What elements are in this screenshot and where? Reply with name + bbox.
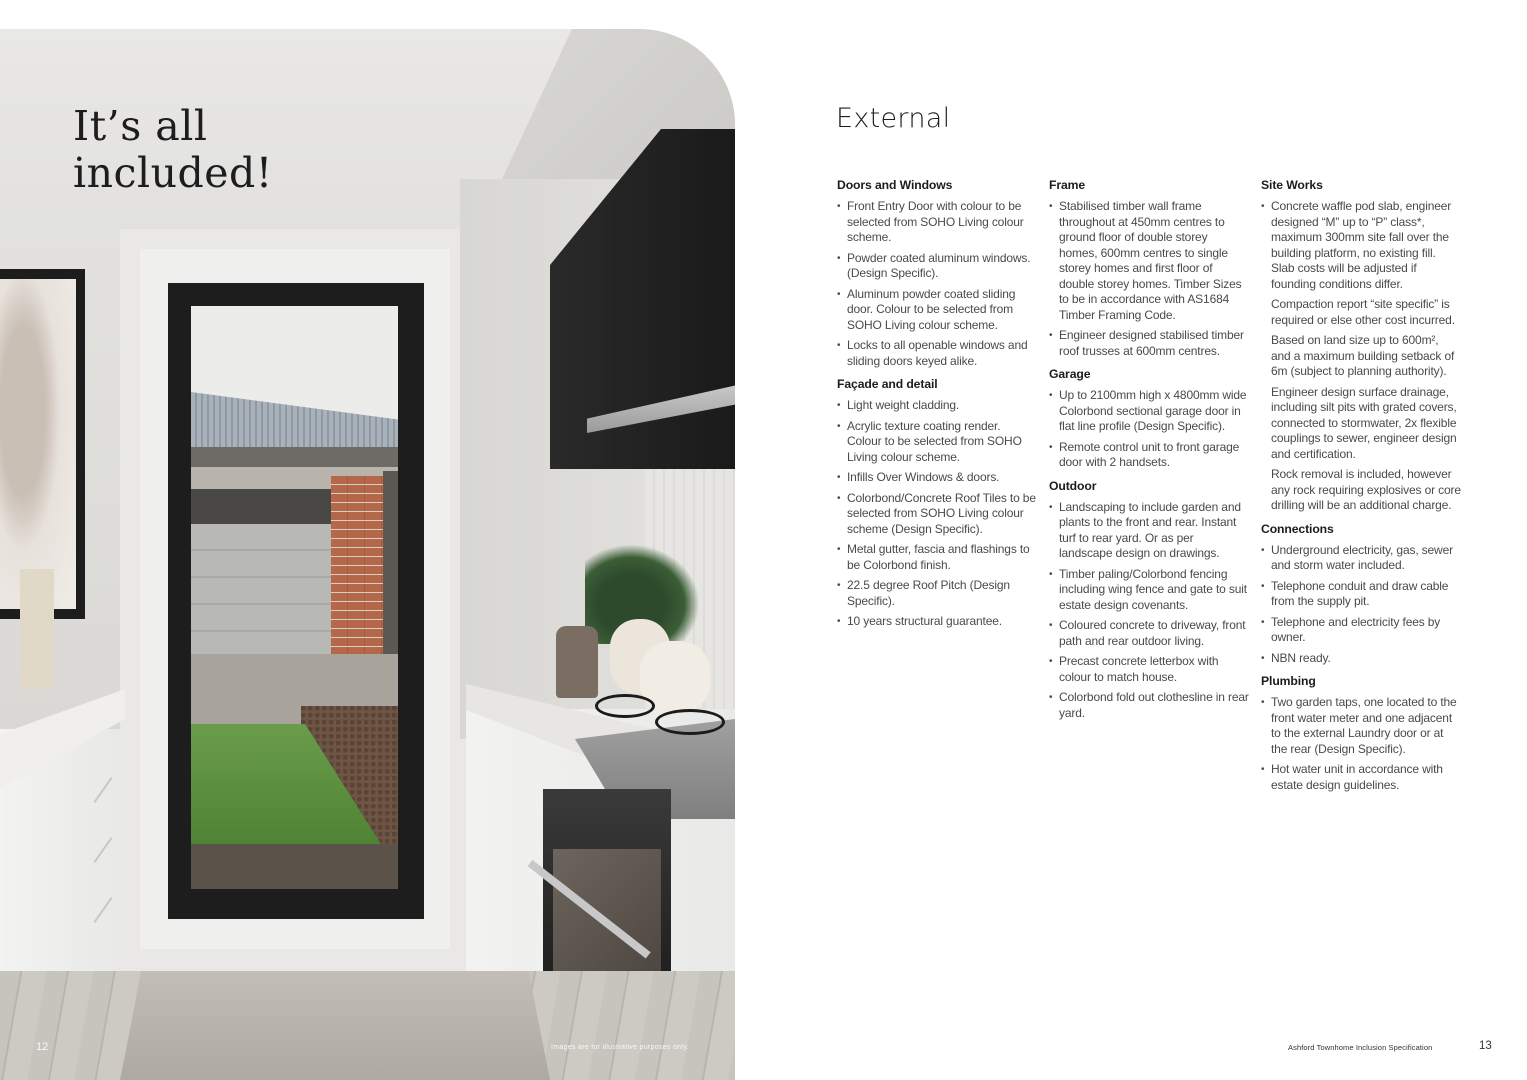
photo-drawer-handle xyxy=(94,837,113,863)
spec-item: • Aluminum powder coated sliding door. Colour to be selected from SOHO Living colour scheme. xyxy=(837,287,1037,334)
hero-title-line-2: included! xyxy=(73,149,273,197)
spec-item: • Stabilised timber wall frame throughout at 450mm centres to ground floor of double storey homes, 600mm centres to single storey homes and first floor of double storey homes. Timber Sizes to be in accordance with AS1684 Timber Framing Code. xyxy=(1049,199,1249,323)
spec-list xyxy=(837,199,1037,369)
photo-pavers xyxy=(191,844,398,889)
spec-group-site-works xyxy=(1261,178,1461,514)
spec-group-garage xyxy=(1049,367,1249,471)
spec-item: • Powder coated aluminum windows. (Design Specific). xyxy=(837,251,1037,282)
spec-list xyxy=(1049,500,1249,722)
spec-item: • Locks to all openable windows and sliding doors keyed alike. xyxy=(837,338,1037,369)
spec-list xyxy=(837,398,1037,630)
spec-item: • Remote control unit to front garage door with 2 handsets. xyxy=(1049,440,1249,471)
photo-floor-shadow xyxy=(120,971,550,1080)
spec-item: • Infills Over Windows & doors. xyxy=(837,470,1037,486)
section-title: External xyxy=(836,103,951,134)
spec-item: • Front Entry Door with colour to be selected from SOHO Living colour scheme. xyxy=(837,199,1037,246)
footer-document-title: Ashford Townhome Inclusion Specification xyxy=(1288,1043,1433,1052)
spec-item: • Acrylic texture coating render. Colour to be selected from SOHO Living colour scheme. xyxy=(837,419,1037,466)
spec-list xyxy=(1261,543,1461,667)
photo-garage-door xyxy=(191,524,331,654)
spec-group-title: Façade and detail xyxy=(837,377,938,391)
spec-item-continuation: Based on land size up to 600m², and a maximum building setback of 6m (subject to planning authority). xyxy=(1271,333,1455,378)
spec-item: • Two garden taps, one located to the front water meter and one adjacent to the external Laundry door or at the rear (Design Specific). xyxy=(1261,695,1461,757)
spec-item: • Timber paling/Colorbond fencing including wing fence and gate to suit estate design covenants. xyxy=(1049,567,1249,614)
photo-garage-header xyxy=(191,489,331,524)
photo-burner-trivet xyxy=(655,709,725,735)
spec-item: • 22.5 degree Roof Pitch (Design Specific). xyxy=(837,578,1037,609)
spec-item: • 10 years structural guarantee. xyxy=(837,614,1037,630)
spec-item: • Landscaping to include garden and plants to the front and rear. Instant turf to rear yard. Or as per landscape design on drawings. xyxy=(1049,500,1249,562)
photo-burner-trivet xyxy=(595,694,655,718)
photo-door-glass-view xyxy=(191,306,398,889)
spec-list xyxy=(1261,695,1461,793)
spec-item: • Coloured concrete to driveway, front path and rear outdoor living. xyxy=(1049,618,1249,649)
spec-group-doors-and-windows xyxy=(837,178,1037,369)
hero-title xyxy=(73,103,333,197)
photo-fascia xyxy=(191,447,398,467)
page-number-right: 13 xyxy=(1479,1040,1492,1052)
spec-item: • Light weight cladding. xyxy=(837,398,1037,414)
photo-drawer-handle xyxy=(94,777,113,803)
spec-group-title: Plumbing xyxy=(1261,674,1316,688)
spec-item: • Colorbond fold out clothesline in rear yard. xyxy=(1049,690,1249,721)
spec-group-title: Garage xyxy=(1049,367,1091,381)
spec-item: • Metal gutter, fascia and flashings to be Colorbond finish. xyxy=(837,542,1037,573)
spec-item: • Hot water unit in accordance with estate design guidelines. xyxy=(1261,762,1461,793)
spec-group-title: Site Works xyxy=(1261,178,1323,192)
spec-column-3 xyxy=(1261,178,1461,801)
hero-title-line-1: It’s all xyxy=(73,102,208,150)
spec-column-2 xyxy=(1049,178,1249,729)
photo-grey-vase xyxy=(556,626,598,698)
spec-item: • Up to 2100mm high x 4800mm wide Colorbond sectional garage door in flat line profile (Design Specific). xyxy=(1049,388,1249,435)
spec-group-title: Connections xyxy=(1261,521,1334,536)
spec-item-continuation: Compaction report “site specific” is required or else other cost incurred. xyxy=(1271,297,1455,327)
spec-item: • Telephone conduit and draw cable from the supply pit. xyxy=(1261,579,1461,610)
spec-item: • NBN ready. xyxy=(1261,651,1461,667)
spec-group-connections xyxy=(1261,522,1461,667)
spec-group-frame xyxy=(1049,178,1249,359)
spec-item: • Concrete waffle pod slab, engineer designed “M” up to “P” class*, maximum 300mm site fall over the building platform, no existing fill. Slab costs will be adjusted if founding conditions differ. xyxy=(1261,199,1461,292)
spec-list xyxy=(1049,199,1249,359)
photo-sculpture xyxy=(20,569,54,689)
spec-group-title: Outdoor xyxy=(1049,478,1097,493)
spec-group-title: Doors and Windows xyxy=(837,178,953,192)
spec-group-title: Frame xyxy=(1049,178,1086,192)
spec-item: • Telephone and electricity fees by owner. xyxy=(1261,615,1461,646)
spec-item: • Engineer designed stabilised timber roof trusses at 600mm centres. xyxy=(1049,328,1249,359)
spec-item: • Colorbond/Concrete Roof Tiles to be selected from SOHO Living colour scheme (Design Specific). xyxy=(837,491,1037,538)
spec-column-1 xyxy=(837,178,1037,638)
spec-group-facade-and-detail xyxy=(837,377,1037,630)
spec-group-plumbing xyxy=(1261,674,1461,793)
image-disclaimer: Images are for illustrative purposes only. xyxy=(551,1044,689,1051)
photo-drawer-handle xyxy=(94,897,113,923)
spec-list xyxy=(1049,388,1249,471)
spec-item-continuation: Engineer design surface drainage, including silt pits with grated covers, connected to stormwater, 2x flexible couplings to sewer, engineer design and certification. xyxy=(1271,384,1457,461)
photo-neighbour-roof xyxy=(191,392,398,447)
photo-wall-artwork xyxy=(0,279,76,609)
page-number-left: 12 xyxy=(36,1041,49,1053)
spec-group-outdoor xyxy=(1049,479,1249,722)
spec-item-continuation: Rock removal is included, however any rock requiring explosives or core drilling will be an additional charge. xyxy=(1271,467,1461,512)
spec-item: • Precast concrete letterbox with colour to match house. xyxy=(1049,654,1249,685)
spec-list xyxy=(1261,199,1461,514)
spec-item: • Underground electricity, gas, sewer and storm water included. xyxy=(1261,543,1461,574)
